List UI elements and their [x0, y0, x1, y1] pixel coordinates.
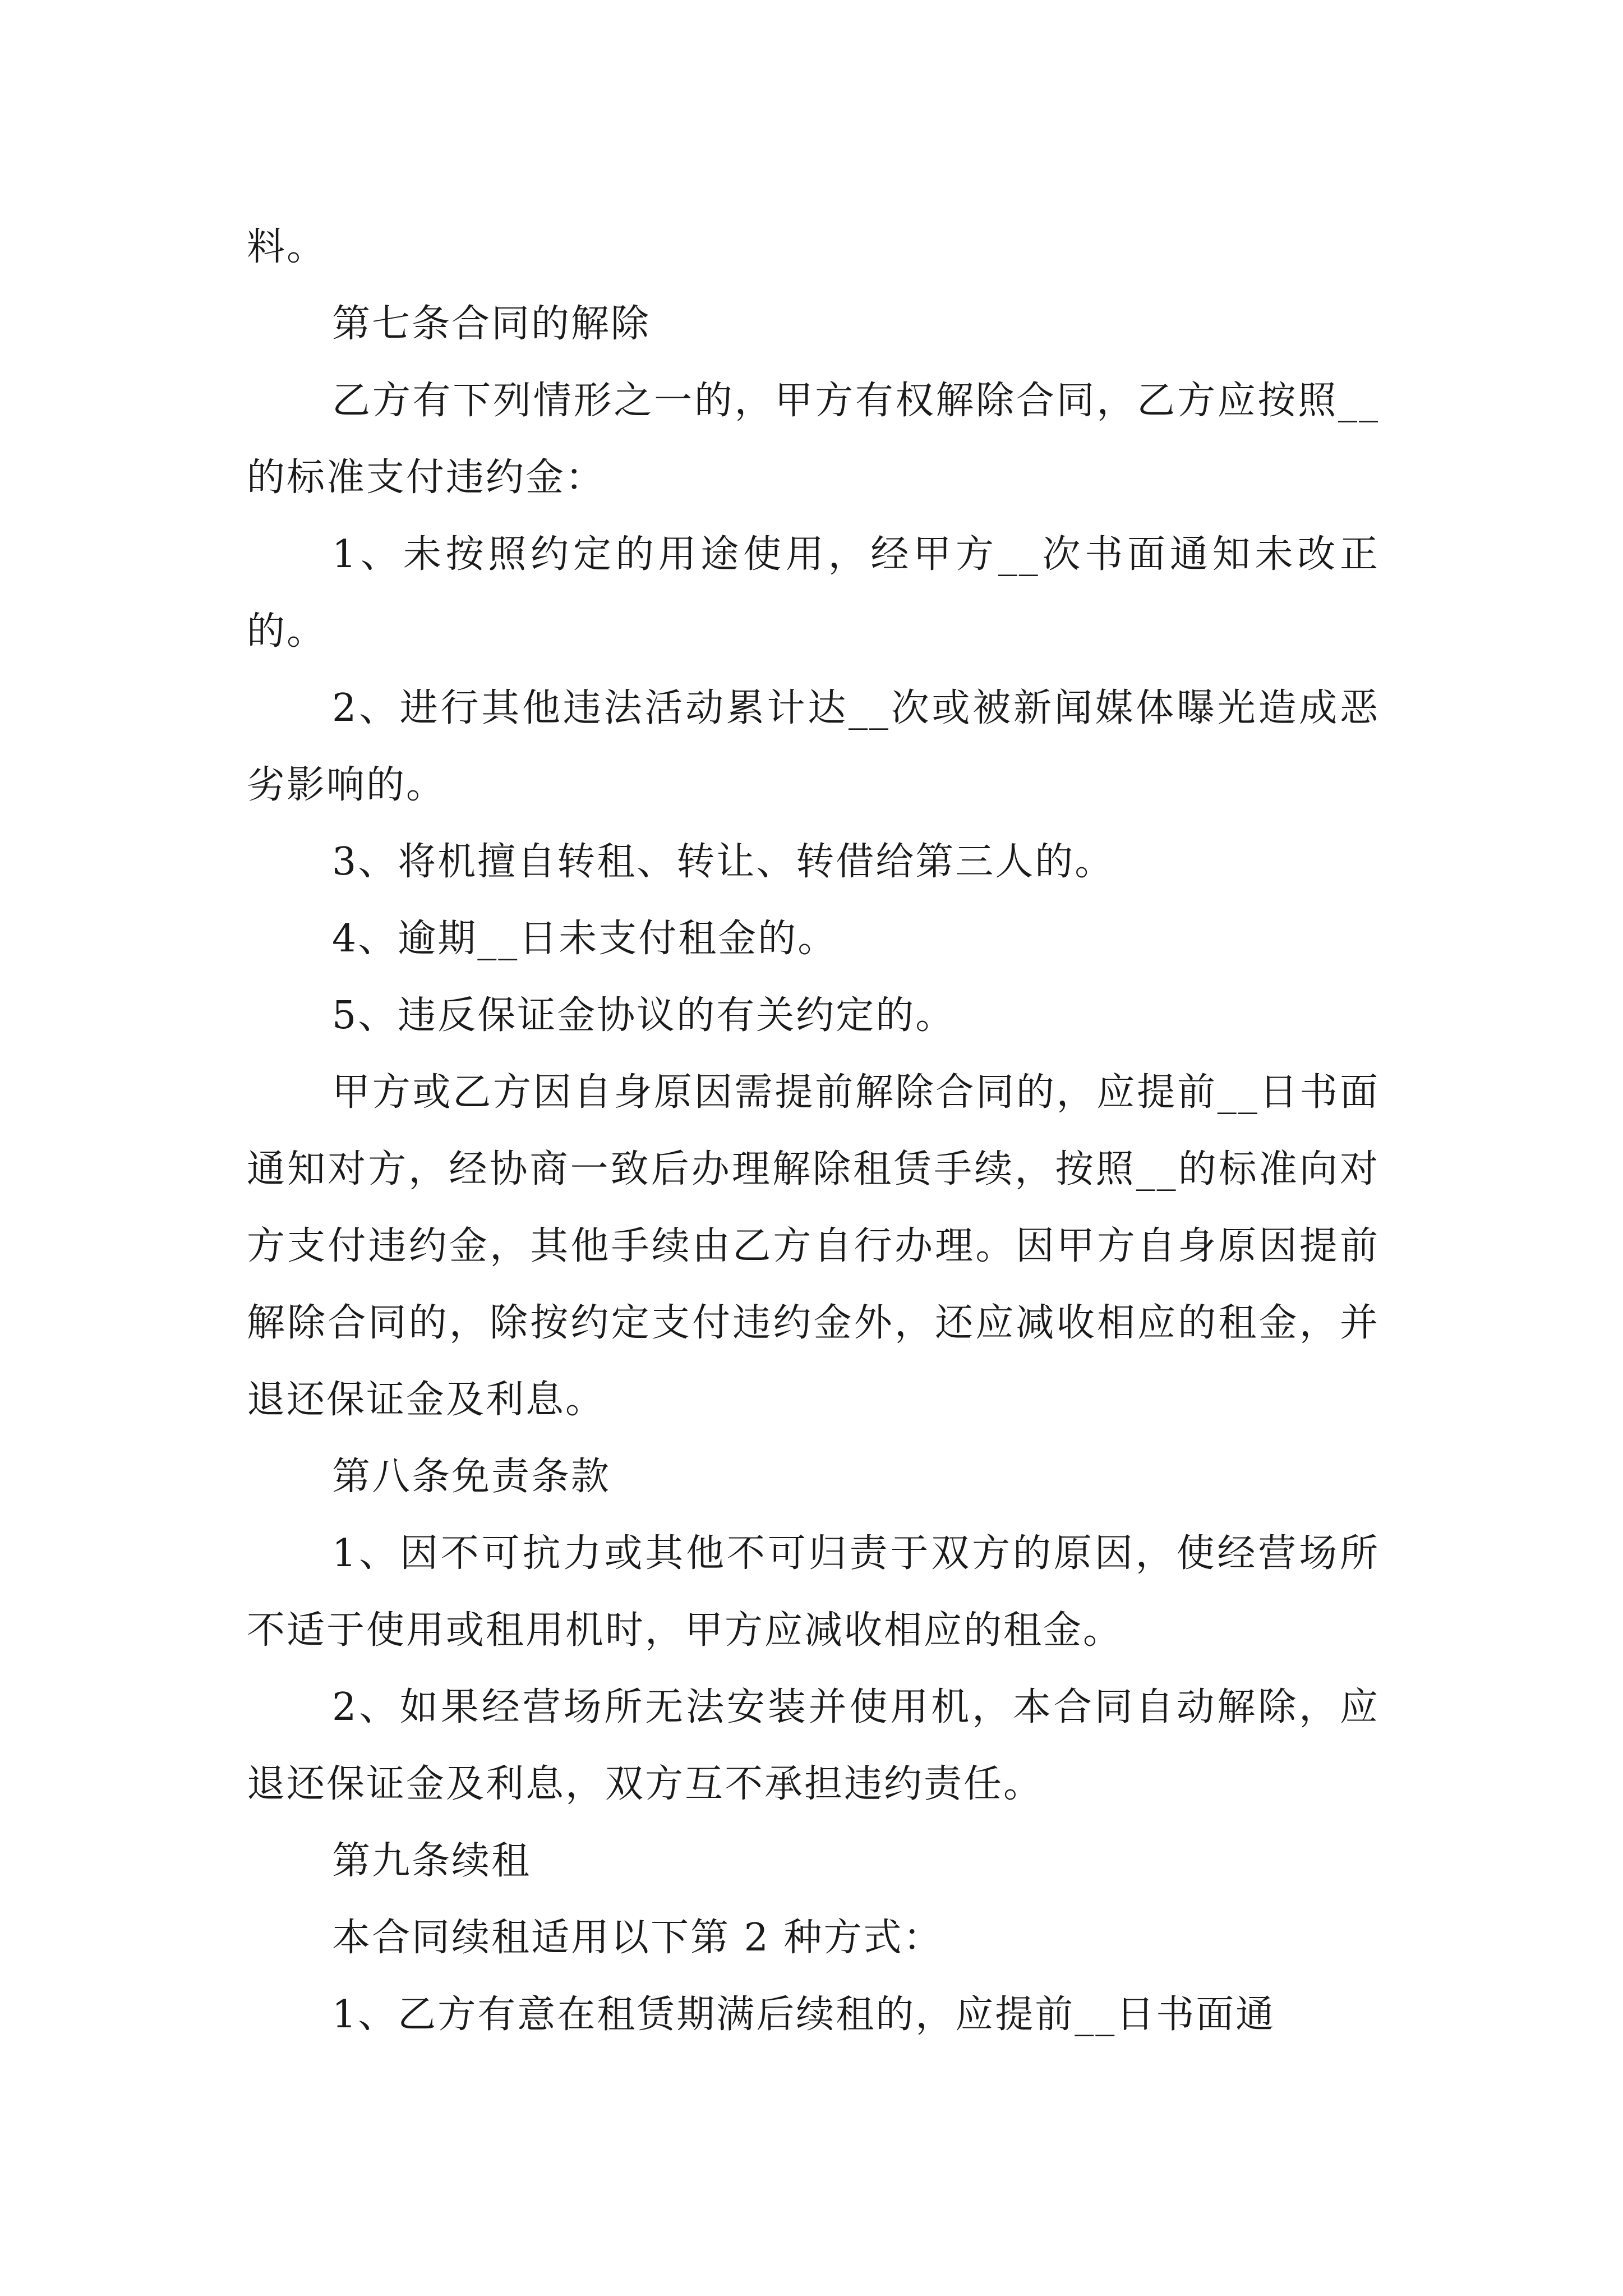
- list-item: 3、将机擅自转租、转让、转借给第三人的。: [332, 840, 1115, 884]
- section-heading: 第七条合同的解除: [332, 302, 651, 346]
- paragraph: 料。: [247, 225, 327, 269]
- list-item: 1、乙方有意在租赁期满后续租的，应提前__日书面通: [332, 1993, 1276, 2037]
- paragraph: 乙方有下列情形之一的，甲方有权解除合同，乙方应按照__的标准支付违约金：: [247, 379, 1380, 500]
- list-item: 2、进行其他违法活动累计达__次或被新闻媒体曝光造成恶劣影响的。: [247, 686, 1380, 807]
- document-body: [247, 209, 1380, 2053]
- section-heading: 第九条续租: [332, 1839, 532, 1883]
- list-item: 1、因不可抗力或其他不可归责于双方的原因，使经营场所不适于使用或租用机时，甲方应减收相应的租金。: [247, 1531, 1380, 1653]
- list-item: 2、如果经营场所无法安装并使用机，本合同自动解除，应退还保证金及利息，双方互不承担违约责任。: [247, 1685, 1380, 1806]
- list-item: 5、违反保证金协议的有关约定的。: [332, 993, 956, 1038]
- paragraph: 本合同续租适用以下第 2 种方式：: [332, 1916, 943, 1960]
- section-heading: 第八条免责条款: [332, 1455, 611, 1499]
- list-item: 1、未按照约定的用途使用，经甲方__次书面通知未改正的。: [247, 532, 1380, 654]
- list-item: 4、逾期__日未支付租金的。: [332, 917, 838, 961]
- paragraph: 甲方或乙方因自身原因需提前解除合同的，应提前__日书面通知对方，经协商一致后办理解除租赁手续，按照__的标准向对方支付违约金，其他手续由乙方自行办理。因甲方自身原因提前解除合同的，除按约定支付违约金外，还应减收相应的租金，并退还保证金及利息。: [247, 1070, 1380, 1422]
